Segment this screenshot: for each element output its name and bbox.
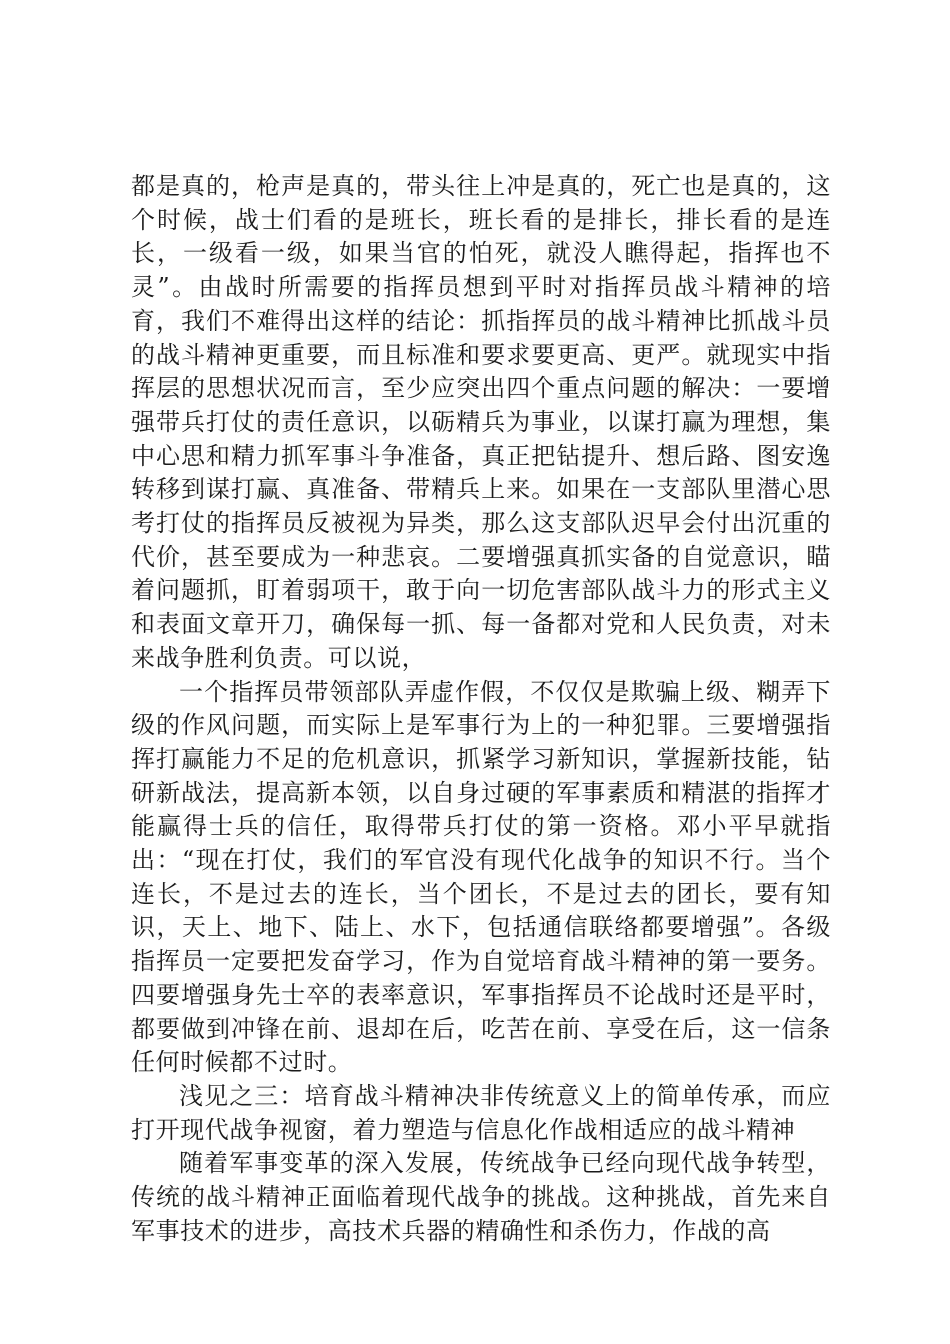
paragraph-continuation: 都是真的，枪声是真的，带头往上冲是真的，死亡也是真的，这个时候，战士们看的是班长，班长看的是排长，排长看的是连长，一级看一级，如果当官的怕死，就没人瞧得起，指挥也不灵”。由战时所需要的指挥员想到平时对指挥员战斗精神的培育，我们不难得出这样的结论：抓指挥员的战斗精神比抓战斗员的战斗精神更重要，而且标准和要求要更高、更严。就现实中指挥层的思想状况而言，至少应突出四个重点问题的解决：一要增强带兵打仗的责任意识，以砺精兵为事业，以谋打赢为理想，集中心思和精力抓军事斗争准备，真正把钻提升、想后路、图安逸转移到谋打赢、真准备、带精兵上来。如果在一支部队里潜心思考打仗的指挥员反被视为异类，那么这支部队迟早会付出沉重的代价，甚至要成为一种悲哀。二要增强真抓实备的自觉意识，瞄着问题抓，盯着弱项干，敢于向一切危害部队战斗力的形式主义和表面文章开刀，确保每一抓、每一备都对党和人民负责，对未来战争胜利负责。可以说， <box>131 172 831 672</box>
paragraph-body: 随着军事变革的深入发展，传统战争已经向现代战争转型，传统的战斗精神正面临着现代战争的挑战。这种挑战，首先来自军事技术的进步，高技术兵器的精确性和杀伤力，作战的高 <box>131 1149 831 1245</box>
paragraph-body: 一个指挥员带领部队弄虚作假，不仅仅是欺骗上级、糊弄下级的作风问题，而实际上是军事行为上的一种犯罪。三要增强指挥打赢能力不足的危机意识，抓紧学习新知识，掌握新技能，钻研新战法，提高新本领，以自身过硬的军事素质和精湛的指挥才能赢得士兵的信任，取得带兵打仗的第一资格。邓小平早就指出：“现在打仗，我们的军官没有现代化战争的知识不行。当个连长，不是过去的连长，当个团长，不是过去的团长，要有知识，天上、地下、陆上、水下，包括通信联络都要增强”。各级指挥员一定要把发奋学习，作为自觉培育战斗精神的第一要务。四要增强身先士卒的表率意识，军事指挥员不论战时还是平时，都要做到冲锋在前、退却在后，吃苦在前、享受在后，这一信条任何时候都不过时。 <box>131 677 831 1077</box>
document-page <box>131 170 831 1249</box>
section-heading: 浅见之三：培育战斗精神决非传统意义上的简单传承，而应打开现代战争视窗，着力塑造与信息化作战相适应的战斗精神 <box>131 1081 831 1144</box>
